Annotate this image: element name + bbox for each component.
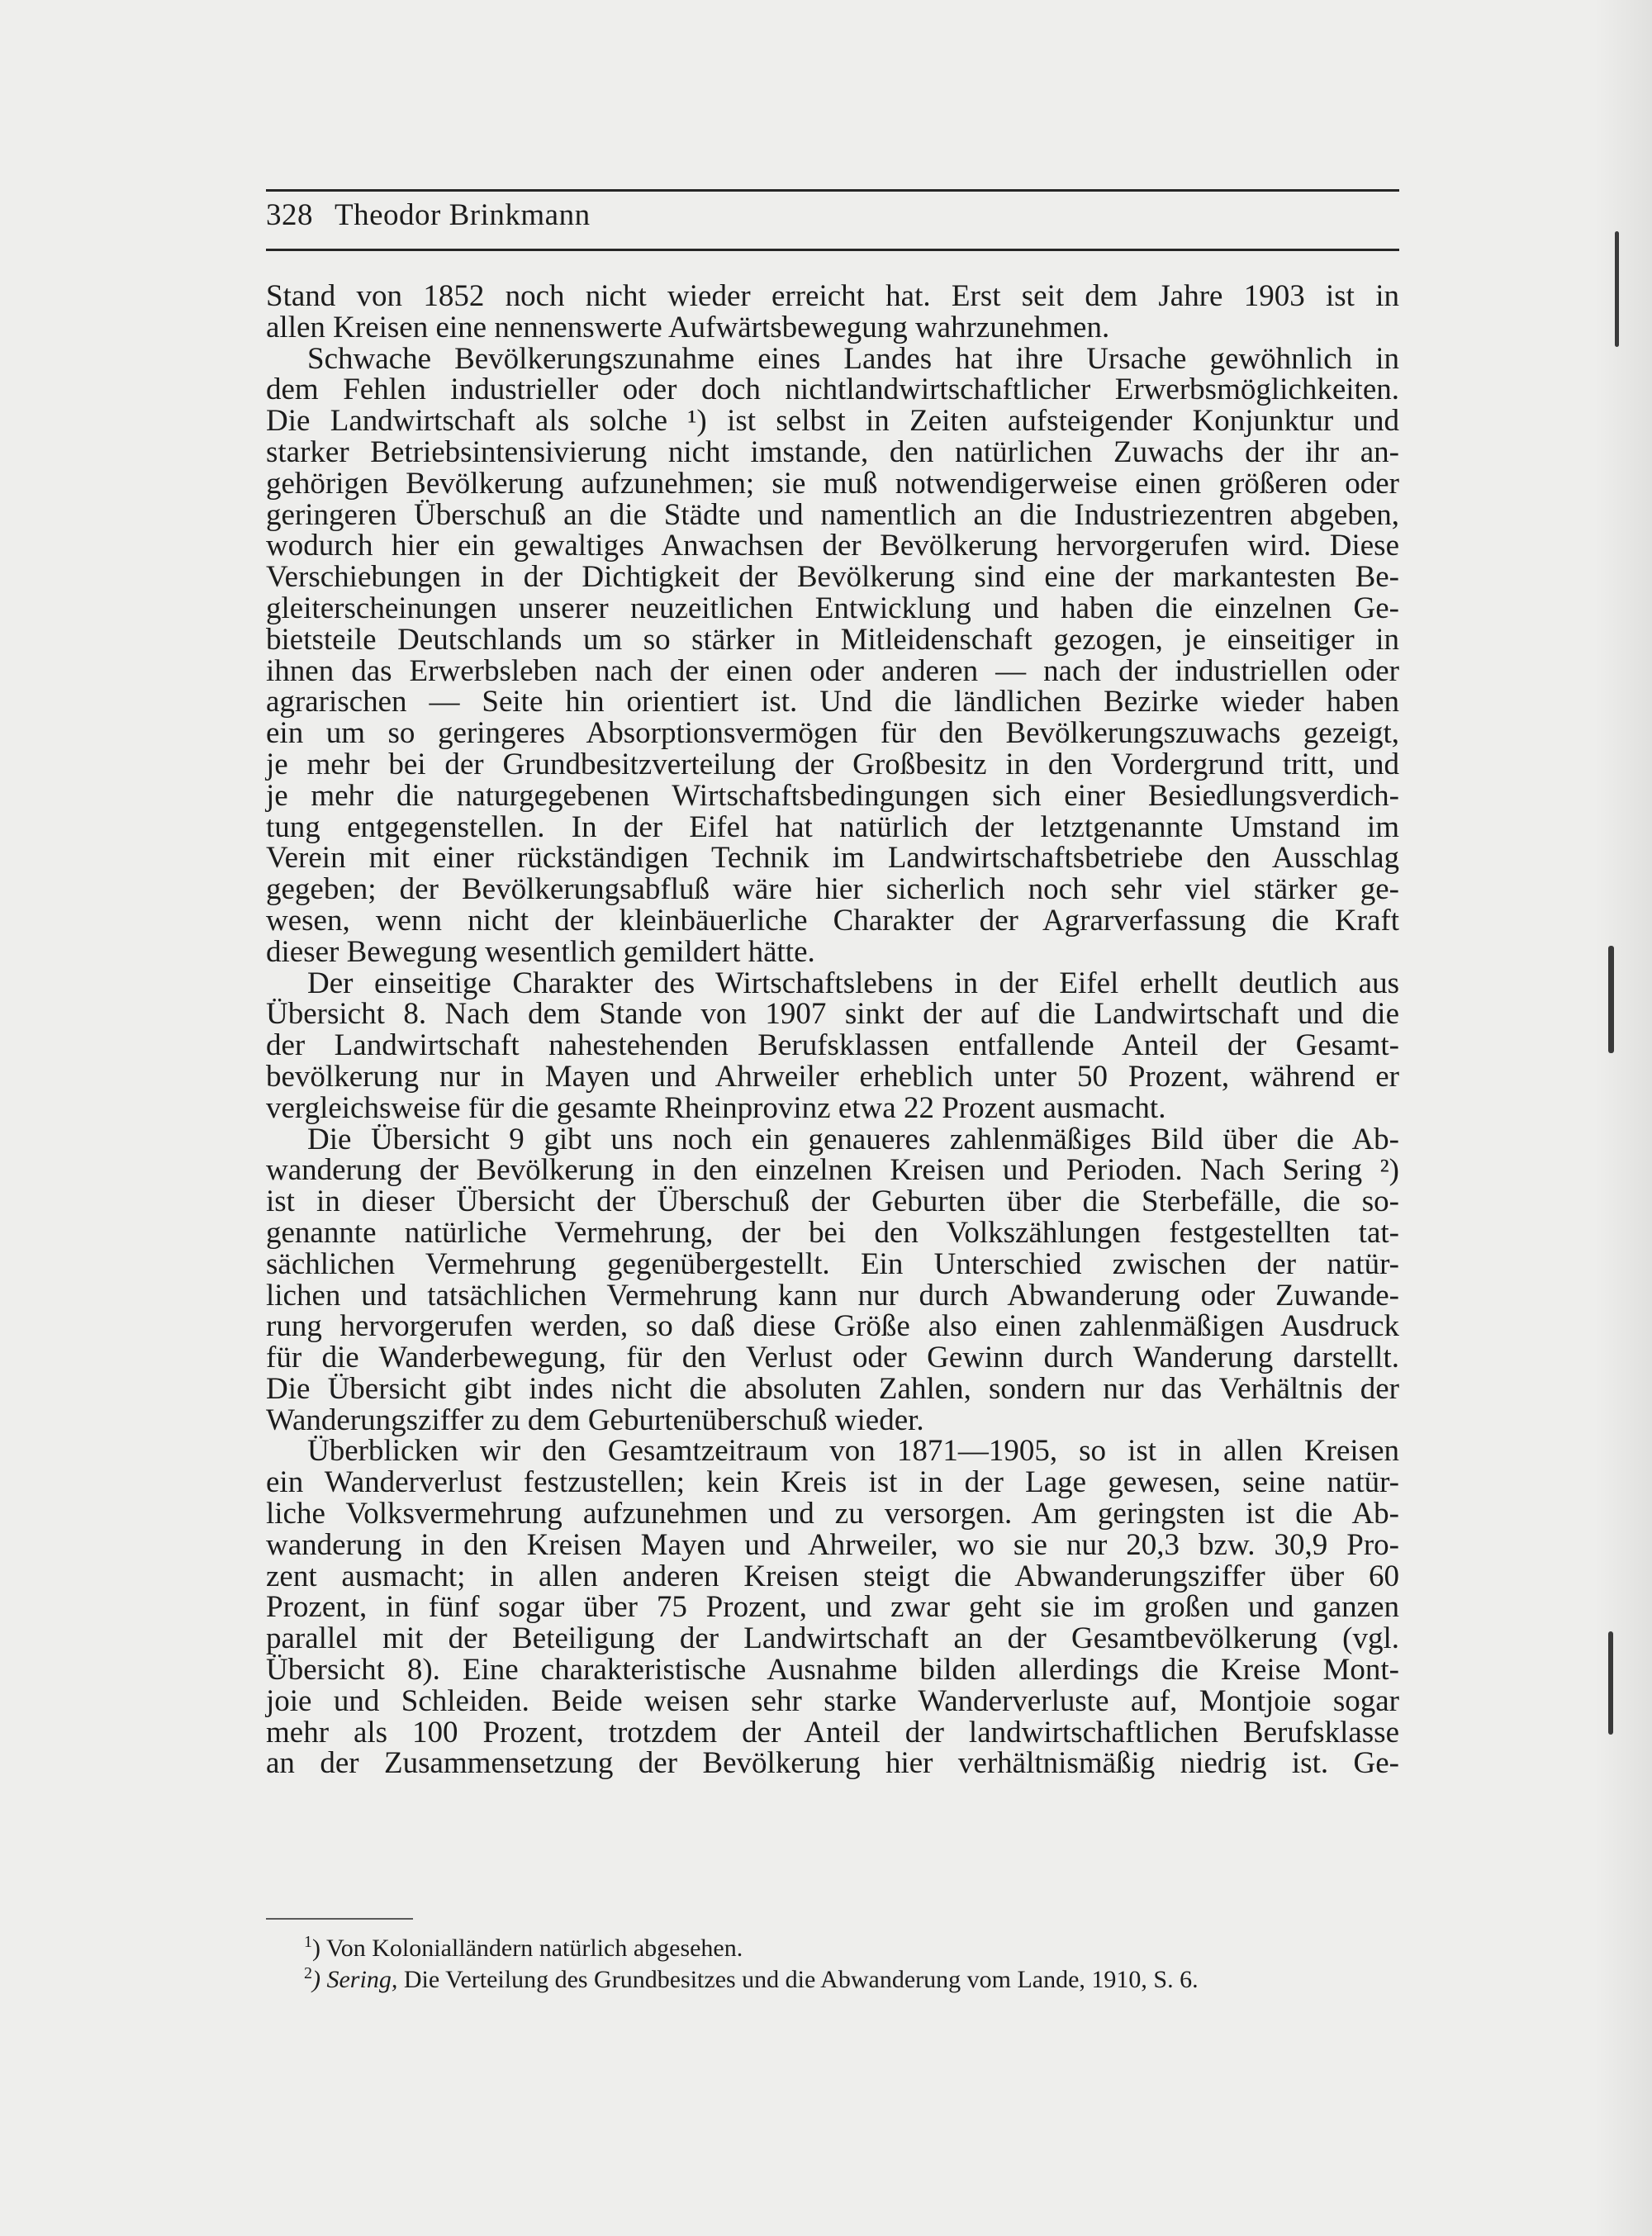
text-line: Verein mit einer rückständigen Technik im Landwirtschaftsbetriebe den Ausschlag xyxy=(266,841,1399,876)
text-line: Prozent, in fünf sogar über 75 Prozent, und zwar geht sie im großen und ganzen xyxy=(266,1590,1399,1625)
text-line: Verschiebungen in der Dichtigkeit der Bevölkerung sind eine der markantesten Be- xyxy=(266,560,1399,595)
body-text xyxy=(266,281,1399,1779)
text-line: Schwache Bevölkerungszunahme eines Landes hat ihre Ursache gewöhnlich in xyxy=(307,341,1399,376)
text-line: starker Betriebsintensivierung nicht imstande, den natürlichen Zuwachs der ihr an- xyxy=(266,434,1399,469)
text-line: ein um so geringeres Absorptionsvermögen für den Bevölkerungszuwachs gezeigt, xyxy=(266,716,1399,751)
text-line: je mehr die naturgegebenen Wirtschaftsbedingungen sich einer Besiedlungsverdich- xyxy=(266,778,1399,813)
text-line: Die Übersicht gibt indes nicht die absoluten Zahlen, sondern nur das Verhältnis der xyxy=(266,1371,1399,1406)
text-line: Übersicht 8. Nach dem Stande von 1907 sinkt der auf die Landwirtschaft und die xyxy=(266,997,1399,1032)
text-line: zent ausmacht; in allen anderen Kreisen steigt die Abwanderungsziffer über 60 xyxy=(266,1559,1399,1593)
footnote-2-author: ) Sering, xyxy=(312,1966,398,1993)
footnote-2 xyxy=(304,1964,1399,1996)
text-line: für die Wanderbewegung, für den Verlust oder Gewinn durch Wanderung darstellt. xyxy=(266,1341,1399,1375)
text-line: ist in dieser Übersicht der Überschuß der Geburten über die Sterbefälle, die so- xyxy=(266,1184,1399,1219)
text-line: wanderung in den Kreisen Mayen und Ahrweiler, wo sie nur 20,3 bzw. 30,9 Pro- xyxy=(266,1527,1399,1562)
header-rule-bottom xyxy=(266,249,1399,251)
text-line: liche Volksvermehrung aufzunehmen und zu versorgen. Am geringsten ist die Ab- xyxy=(266,1497,1399,1531)
text-line: Der einseitige Charakter des Wirtschaftslebens in der Eifel erhellt deutlich aus xyxy=(307,966,1399,1000)
text-line: parallel mit der Beteiligung der Landwirtschaft an der Gesamtbevölkerung (vgl. xyxy=(266,1621,1399,1656)
text-line: Überblicken wir den Gesamtzeitraum von 1871—1905, so ist in allen Kreisen xyxy=(307,1434,1399,1469)
text-line: Stand von 1852 noch nicht wieder erreicht hat. Erst seit dem Jahre 1903 ist in xyxy=(266,279,1399,313)
margin-scan-mark xyxy=(1615,231,1619,347)
text-line: Die Übersicht 9 gibt uns noch ein genaueres zahlenmäßiges Bild über die Ab- xyxy=(307,1122,1399,1156)
text-line: ein Wanderverlust festzustellen; kein Kreis ist in der Lage gewesen, seine natür- xyxy=(266,1465,1399,1500)
text-line: je mehr bei der Grundbesitzverteilung der Großbesitz in den Vordergrund tritt, und xyxy=(266,747,1399,781)
text-line: ihnen das Erwerbsleben nach der einen oder anderen — nach der industriellen oder xyxy=(266,653,1399,688)
text-line: sächlichen Vermehrung gegenübergestellt. Ein Unterschied zwischen der natür- xyxy=(266,1246,1399,1281)
text-line: gegeben; der Bevölkerungsabfluß wäre hier sicherlich noch sehr viel stärker ge- xyxy=(266,872,1399,907)
text-line: bietsteile Deutschlands um so stärker in Mitleidenschaft gezogen, je einseitiger in xyxy=(266,622,1399,657)
text-line: wodurch hier ein gewaltiges Anwachsen der Bevölkerung hervorgerufen wird. Diese xyxy=(266,529,1399,563)
footnote-2-marker: 2 xyxy=(304,1964,312,1982)
text-line: der Landwirtschaft nahestehenden Berufsklassen entfallende Anteil der Gesamt- xyxy=(266,1028,1399,1063)
text-line: dieser Bewegung wesentlich gemildert hätte. xyxy=(266,934,815,969)
text-line: lichen und tatsächlichen Vermehrung kann nur durch Abwanderung oder Zuwande- xyxy=(266,1278,1399,1313)
text-line: mehr als 100 Prozent, trotzdem der Anteil der landwirtschaftlichen Berufsklasse xyxy=(266,1715,1399,1749)
footnote-2-text: Die Verteilung des Grundbesitzes und die Abwanderung vom Lande, 1910, S. 6. xyxy=(397,1966,1199,1993)
text-line: gleiterscheinungen unserer neuzeitlichen Entwicklung und haben die einzelnen Ge- xyxy=(266,591,1399,625)
footnote-1-text: ) Von Kolonialländern natürlich abgesehen. xyxy=(312,1935,743,1962)
text-line: tung entgegenstellen. In der Eifel hat natürlich der letztgenannte Umstand im xyxy=(266,809,1399,844)
text-line: bevölkerung nur in Mayen und Ahrweiler erheblich unter 50 Prozent, während er xyxy=(266,1059,1399,1094)
text-line: gehörigen Bevölkerung aufzunehmen; sie muß notwendigerweise einen größeren oder xyxy=(266,466,1399,501)
footnote-1 xyxy=(304,1933,1399,1964)
footnotes xyxy=(304,1933,1399,1996)
page-edge-shadow xyxy=(1594,0,1652,2236)
margin-scan-mark xyxy=(1608,946,1614,1053)
text-line: wesen, wenn nicht der kleinbäuerliche Charakter der Agrarverfassung die Kraft xyxy=(266,903,1399,938)
text-line: vergleichsweise für die gesamte Rheinprovinz etwa 22 Prozent ausmacht. xyxy=(266,1090,1166,1125)
text-line: agrarischen — Seite hin orientiert ist. Und die ländlichen Bezirke wieder haben xyxy=(266,685,1399,719)
text-line: Wanderungsziffer zu dem Geburtenüberschuß wieder. xyxy=(266,1403,924,1437)
page-number: 328 xyxy=(266,198,313,232)
margin-scan-mark xyxy=(1608,1631,1613,1735)
text-line: rung hervorgerufen werden, so daß diese Größe also einen zahlenmäßigen Ausdruck xyxy=(266,1309,1399,1344)
footnote-separator xyxy=(266,1918,413,1920)
text-line: an der Zusammensetzung der Bevölkerung hier verhältnismäßig niedrig ist. Ge- xyxy=(266,1746,1399,1781)
text-line: geringeren Überschuß an die Städte und namentlich an die Industriezentren abgeben, xyxy=(266,497,1399,532)
text-line: wanderung der Bevölkerung in den einzelnen Kreisen und Perioden. Nach Sering ²) xyxy=(266,1153,1399,1188)
text-line: joie und Schleiden. Beide weisen sehr starke Wanderverluste auf, Montjoie sogar xyxy=(266,1683,1399,1718)
footnote-1-marker: 1 xyxy=(304,1933,312,1951)
text-line: allen Kreisen eine nennenswerte Aufwärtsbewegung wahrzunehmen. xyxy=(266,310,1110,344)
text-line: Übersicht 8). Eine charakteristische Ausnahme bilden allerdings die Kreise Mont- xyxy=(266,1653,1399,1688)
text-line: Die Landwirtschaft als solche ¹) ist selbst in Zeiten aufsteigender Konjunktur und xyxy=(266,404,1399,439)
text-line: dem Fehlen industrieller oder doch nichtlandwirtschaftlicher Erwerbsmöglichkeiten. xyxy=(266,373,1399,407)
running-head xyxy=(266,192,591,240)
author-name: Theodor Brinkmann xyxy=(335,198,591,232)
text-line: genannte natürliche Vermehrung, der bei den Volkszählungen festgestellten tat- xyxy=(266,1215,1399,1250)
